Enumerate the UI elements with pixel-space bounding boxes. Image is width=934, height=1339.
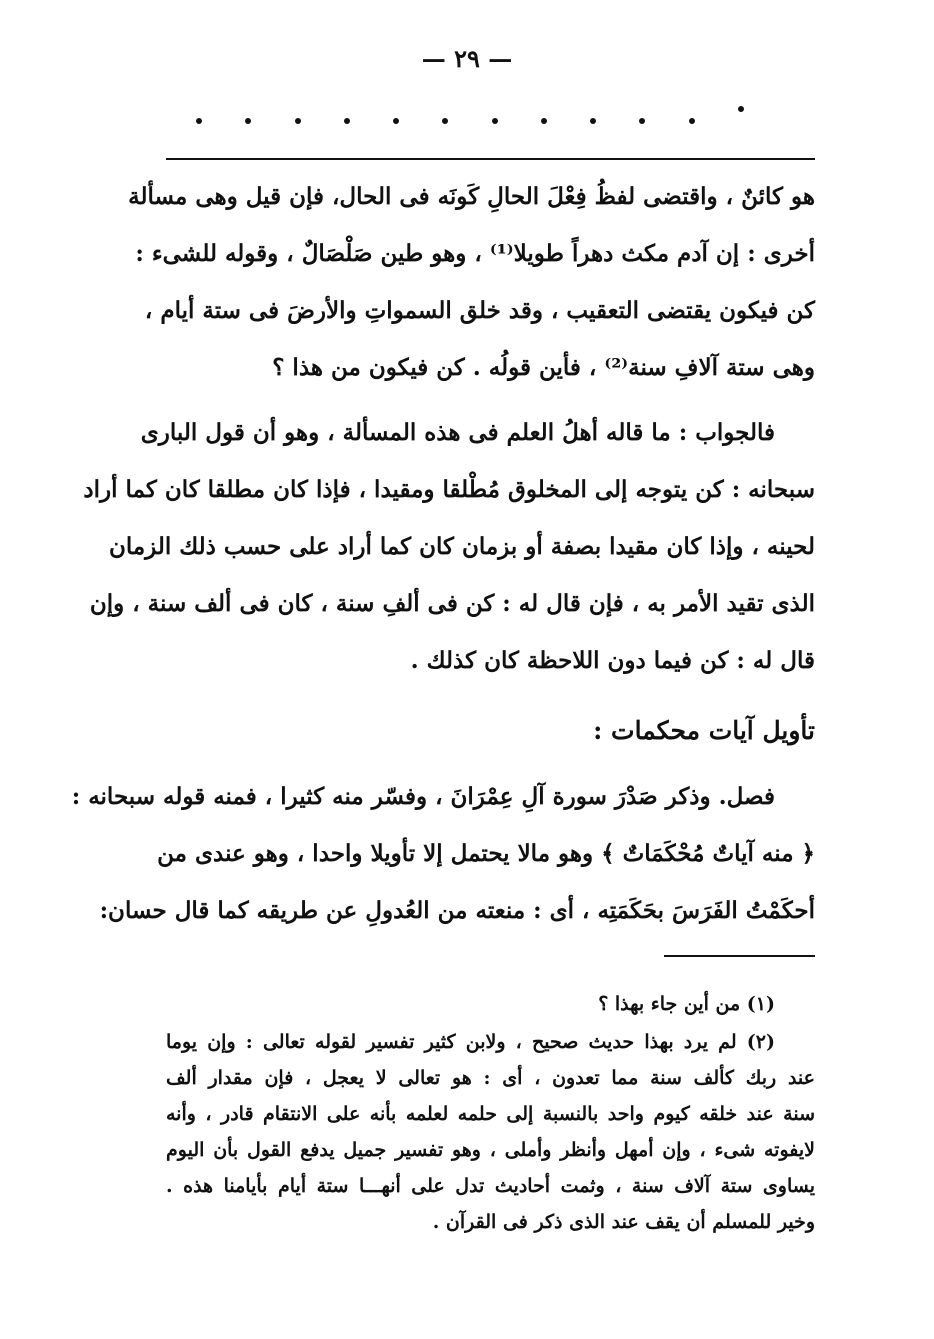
- ornament-dot: [442, 118, 448, 124]
- text-line: الذى تقيد الأمر به ، فإن قال له : كن فى ألفِ سنة ، كان فى ألف سنة ، وإن: [89, 590, 815, 617]
- text-line: فالجواب : ما قاله أهلُ العلم فى هذه المسألة ، وهو أن قول البارى: [140, 419, 775, 446]
- footnote-line: عند ربك كألف سنة مما تعدون ، أى : هو تعالى لا يعجل ، فإن مقدار ألف: [166, 1067, 815, 1089]
- footnote-line: (١) من أين جاء بهذا ؟: [598, 993, 775, 1015]
- ornament-dot: [393, 118, 399, 124]
- text-line: قال له : كن فيما دون اللاحظة كان كذلك .: [410, 647, 815, 674]
- paragraph-2: [83, 404, 815, 689]
- paragraph-3: [71, 768, 815, 939]
- ornament-dot: [245, 118, 251, 124]
- footnotes: [166, 984, 815, 1240]
- ornament-dot: [196, 118, 202, 124]
- section-heading-text: تأويل آيات محكمات :: [593, 716, 815, 745]
- ornament-dot: [295, 118, 301, 124]
- text-line: فصل. وذكر صَدْرَ سورة آلِ عِمْرَانَ ، وفسّر منه كثيرا ، فمنه قوله سبحانه :: [71, 783, 775, 810]
- ornament-dot: [590, 118, 596, 124]
- footnote-rule: [664, 955, 815, 957]
- footnote-line: وخير للمسلم أن يقف عند الذى ذكر فى القرآن .: [432, 1211, 815, 1233]
- text-line: أحكَمْتُ الفَرَسَ بحَكَمَتِه ، أى : منعته من العُدولِ عن طريقه كما قال حسان:: [99, 897, 815, 924]
- ornament-dot: [492, 118, 498, 124]
- text-line: وهى ستة آلافِ سنة⁽²⁾ ، فأين قولُه . كن فيكون من هذا ؟: [272, 354, 815, 381]
- text-line: كن فيكون يقتضى التعقيب ، وقد خلق السمواتِ والأرضَ فى ستة أيام ،: [144, 297, 815, 324]
- footnote-line: (٢) لم يرد بهذا حديث صحيح ، ولابن كثير تفسير لقوله تعالى : وإن يوما: [166, 1031, 775, 1053]
- ornament-dots: [196, 118, 744, 124]
- footnote-line: لايفوته شىء ، وإن أمهل وأنظر وأملى ، وهو تفسير جميل يدفع القول بأن اليوم: [166, 1139, 815, 1161]
- text-line: ﴿ منه آياتٌ مُحْكَمَاتٌ ﴾ وهو مالا يحتمل إلا تأويلا واحدا ، وهو عندى من: [157, 840, 815, 867]
- ornament-dot: [541, 118, 547, 124]
- header-rule: [166, 158, 815, 160]
- footnote-line: سنة عند خلقه كيوم واحد بالنسبة إلى حلمه لعلمه بأنه على الانتقام قادر ، وأنه: [166, 1103, 815, 1125]
- text-line: أخرى : إن آدم مكث دهراً طويلا⁽¹⁾ ، وهو طين صَلْصَالٌ ، وقوله للشىء :: [135, 240, 815, 267]
- text-line: هو كائنٌ ، واقتضى لفظُ فِعْلَ الحالِ كَونَه فى الحال، فإن قيل وهى مسألة: [128, 183, 815, 210]
- page-number: — ٢٩ —: [421, 44, 513, 73]
- text-line: سبحانه : كن يتوجه إلى المخلوق مُطْلقا ومقيدا ، فإذا كان مطلقا كان كما أراد: [83, 476, 815, 503]
- footnote-line: يساوى ستة آلاف سنة ، وثمت أحاديث تدل على أنهـــا ستة أيام بأيامنا هذه .: [166, 1175, 815, 1197]
- text-line: لحينه ، وإذا كان مقيدا بصفة أو بزمان كان كما أراد على حسب ذلك الزمان: [108, 533, 815, 560]
- ornament-dot: [639, 118, 645, 124]
- paragraph-1: [128, 168, 815, 396]
- ornament-dot: [689, 118, 695, 124]
- section-heading: [166, 706, 815, 756]
- ornament-dot: [738, 106, 744, 112]
- ornament-dot: [344, 118, 350, 124]
